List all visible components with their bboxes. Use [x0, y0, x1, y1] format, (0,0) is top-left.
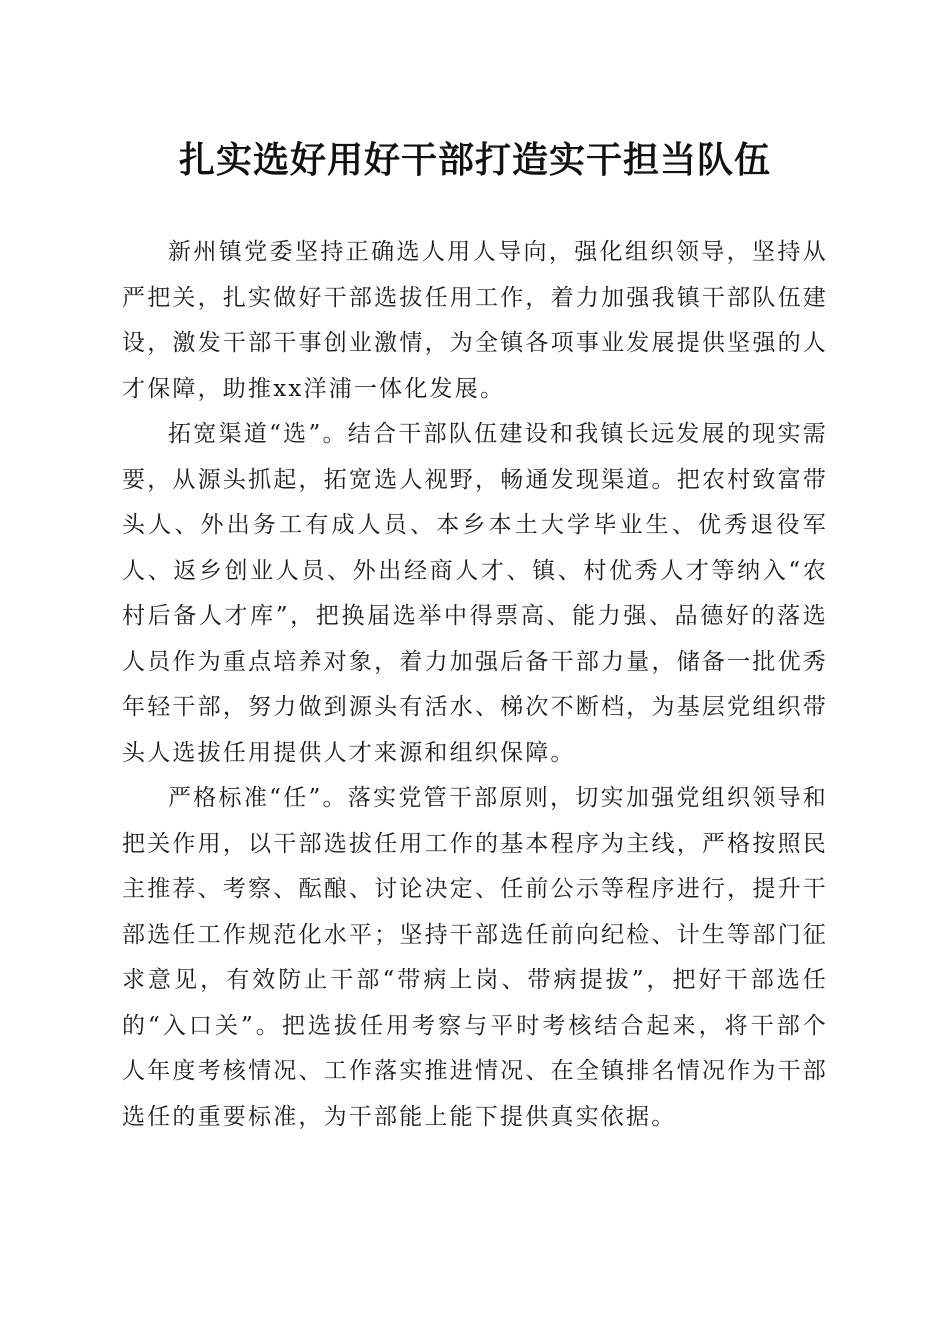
document-body	[122, 230, 828, 1140]
document-title: 扎实选好用好干部打造实干担当队伍	[178, 139, 771, 181]
paragraph-select: 拓宽渠道“选”。结合干部队伍建设和我镇长远发展的现实需要，从源头抓起，拓宽选人视野，畅通发现渠道。把农村致富带头人、外出务工有成人员、本乡本土大学毕业生、优秀退役军人、返乡创业人员、外出经商人才、镇、村优秀人才等纳入“农村后备人才库”，把换届选举中得票高、能力强、品德好的落选人员作为重点培养对象，着力加强后备干部力量，储备一批优秀年轻干部，努力做到源头有活水、梯次不断档，为基层党组织带头人选拔任用提供人才来源和组织保障。	[122, 421, 828, 766]
paragraph-appoint: 严格标准“任”。落实党管干部原则，切实加强党组织领导和把关作用，以干部选拔任用工作的基本程序为主线，严格按照民主推荐、考察、酝酿、讨论决定、任前公示等程序进行，提升干部选任工作规范化水平；坚持干部选任前向纪检、计生等部门征求意见，有效防止干部“带病上岗、带病提拔”，把好干部选任的“入口关”。把选拔任用考察与平时考核结合起来，将干部个人年度考核情况、工作落实推进情况、在全镇排名情况作为干部选任的重要标准，为干部能上能下提供真实依据。	[122, 785, 828, 1130]
paragraph-intro: 新州镇党委坚持正确选人用人导向，强化组织领导，坚持从严把关，扎实做好干部选拔任用工作，着力加强我镇干部队伍建设，激发干部干事创业激情，为全镇各项事业发展提供坚强的人才保障，助推xx洋浦一体化发展。	[122, 239, 828, 402]
